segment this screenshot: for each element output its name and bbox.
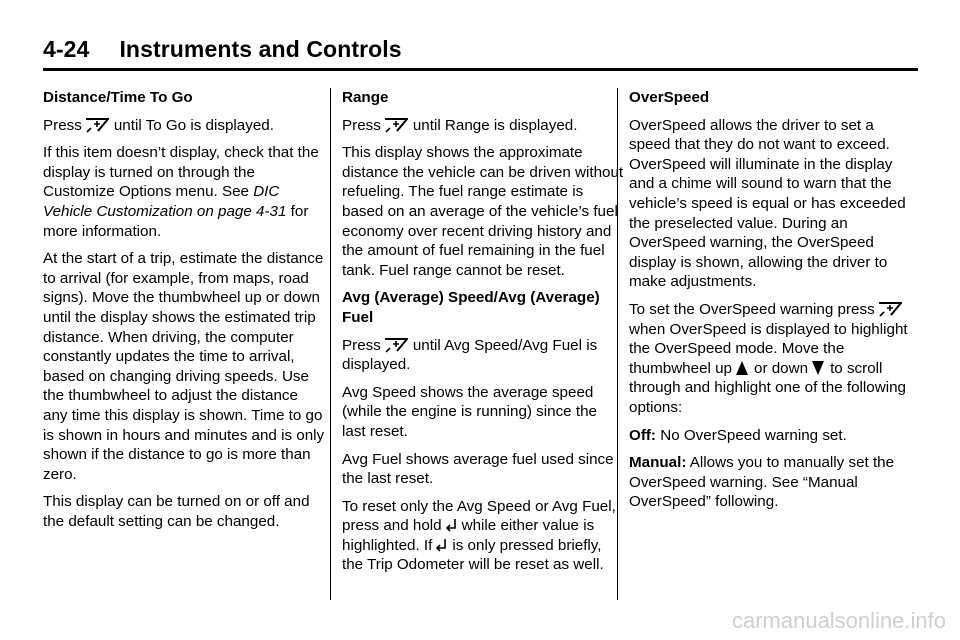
section-title: Instruments and Controls bbox=[119, 36, 402, 62]
cross-reference-link[interactable]: DIC Vehicle Customization on page 4-31 bbox=[43, 183, 287, 220]
text: until To Go is displayed. bbox=[113, 116, 274, 134]
column-1 bbox=[43, 88, 325, 539]
text: No OverSpeed warning set. bbox=[660, 426, 847, 444]
text: To set the OverSpeed warning press bbox=[629, 300, 875, 318]
paragraph: This display can be turned on or off and the default setting can be changed. bbox=[43, 493, 310, 530]
text: until Range is displayed. bbox=[412, 116, 578, 134]
column-2 bbox=[342, 88, 624, 583]
heading-overspeed: OverSpeed bbox=[629, 89, 710, 106]
menu-button-icon bbox=[85, 116, 109, 133]
paragraph bbox=[342, 497, 624, 575]
text: while either value is highlighted. If bbox=[342, 517, 595, 554]
text: to scroll through and highlight one of the following options: bbox=[629, 359, 906, 416]
triangle-up-icon bbox=[735, 360, 749, 376]
column-3 bbox=[629, 88, 911, 520]
paragraph: Avg Fuel shows average fuel used since the last reset. bbox=[342, 450, 614, 488]
option-label-manual: Manual: bbox=[629, 454, 687, 472]
text: If this item doesn’t display, check that the display is turned on through the Customize Options menu. See bbox=[43, 144, 319, 201]
menu-button-icon bbox=[878, 300, 902, 317]
text: or down bbox=[754, 359, 809, 377]
paragraph: At the start of a trip, estimate the distance to arrival (for example, from maps, road signs). Move the thumbwheel up or down until the display shows the estimated trip distance. When driving, the computer constantly updates the time to arrival, based on changing driving speeds. Use the thumbwheel to adjust the distance any time this display is shown. Time to go is shown in hours and minutes and is only shown if the distance to go is more than zero. bbox=[43, 250, 325, 483]
text: Allows you to manually set the OverSpeed warning. See “Manual OverSpeed” following. bbox=[629, 454, 895, 511]
header-rule bbox=[43, 68, 918, 71]
paragraph bbox=[629, 300, 911, 418]
watermark: carmanualsonline.info bbox=[731, 608, 946, 633]
triangle-down-icon bbox=[811, 360, 825, 376]
paragraph bbox=[629, 426, 911, 446]
heading-distance-time-to-go: Distance/Time To Go bbox=[43, 89, 193, 106]
paragraph bbox=[342, 336, 624, 375]
text: when OverSpeed is displayed to highlight the OverSpeed mode. Move the thumbwheel up bbox=[629, 320, 908, 377]
paragraph bbox=[43, 116, 325, 136]
text: To reset only the Avg Speed or Avg Fuel, press and hold bbox=[342, 497, 616, 535]
text: for more information. bbox=[43, 202, 309, 240]
text: Press bbox=[342, 116, 381, 134]
set-reset-return-arrow-icon bbox=[435, 538, 447, 553]
paragraph: This display shows the approximate distance the vehicle can be driven without refueling. The fuel range estimate is based on an average of the vehicle’s fuel economy over recent driving history and the amount of fuel remaining in the fuel tank. Fuel range cannot be reset. bbox=[342, 144, 624, 279]
paragraph bbox=[342, 116, 624, 136]
paragraph bbox=[629, 453, 911, 512]
text: Press bbox=[342, 336, 381, 354]
page-number: 4-24 bbox=[43, 36, 90, 62]
text: Press bbox=[43, 116, 82, 134]
heading-range: Range bbox=[342, 89, 389, 106]
paragraph bbox=[43, 143, 325, 241]
set-reset-return-arrow-icon bbox=[445, 518, 457, 533]
menu-button-icon bbox=[384, 116, 408, 133]
text: until Avg Speed/Avg Fuel is displayed. bbox=[342, 336, 598, 374]
heading-avg-speed-fuel: Avg (Average) Speed/Avg (Average) Fuel bbox=[342, 289, 600, 326]
paragraph: OverSpeed allows the driver to set a speed that they do not want to exceed. OverSpeed will illuminate in the display and a chime will sound to warn that the vehicle’s speed is equal or has exceeded the preselected value. During an OverSpeed warning, the OverSpeed display is shown, allowing the driver to make adjustments. bbox=[629, 116, 906, 291]
paragraph: Avg Speed shows the average speed (while the engine is running) since the last reset. bbox=[342, 383, 597, 440]
column-divider bbox=[330, 88, 331, 600]
text: is only pressed briefly, the Trip Odometer will be reset as well. bbox=[342, 536, 604, 574]
menu-button-icon bbox=[384, 336, 408, 353]
option-label-off: Off: bbox=[629, 426, 656, 444]
page-header bbox=[43, 36, 402, 63]
